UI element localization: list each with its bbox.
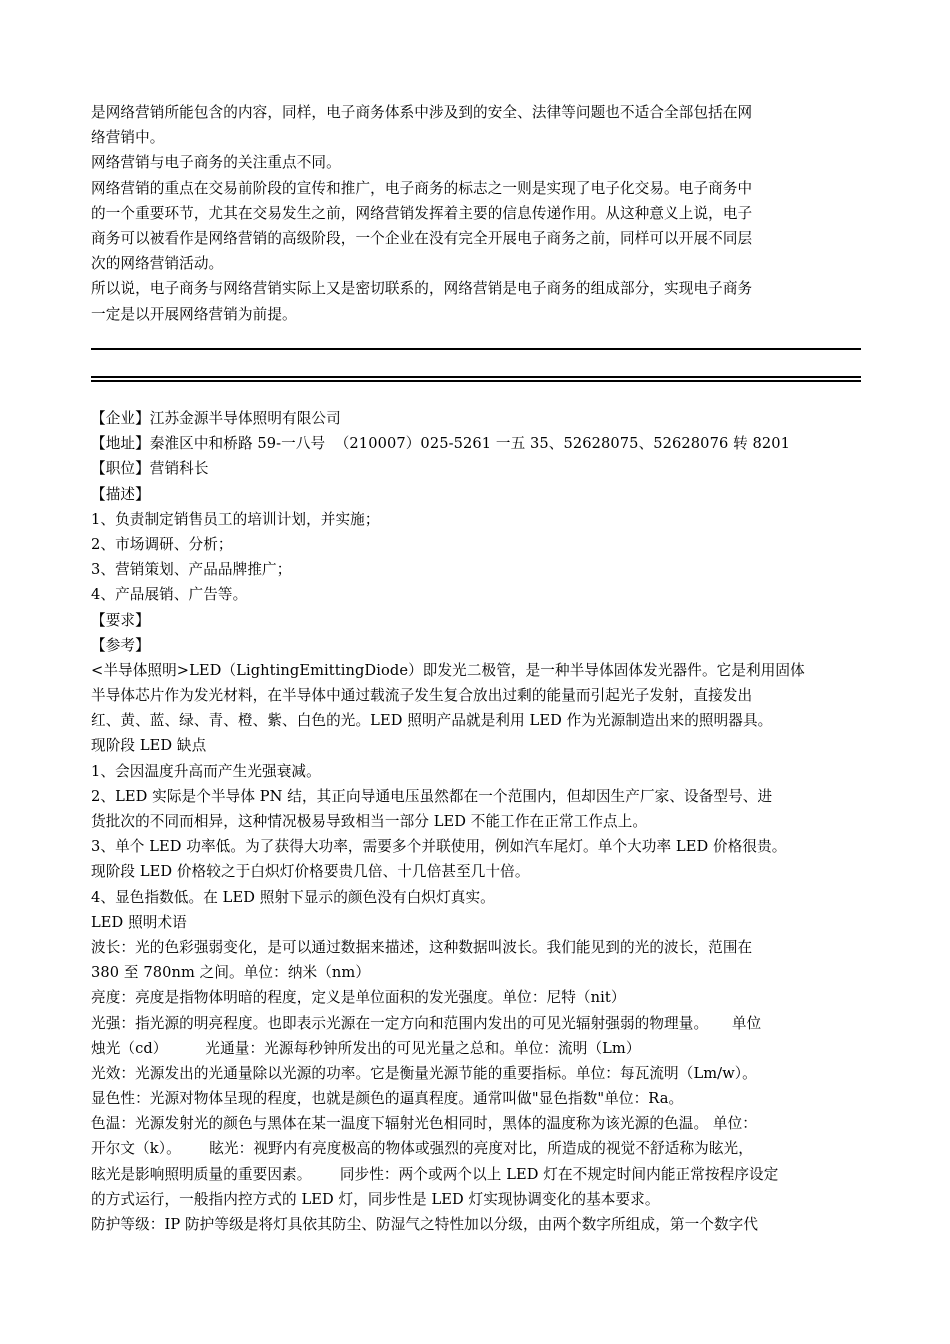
text-line: 的方式运行，一般指内控方式的 LED 灯，同步性是 LED 灯实现协调变化的基本要求。	[91, 1190, 660, 1208]
divider-double-top	[91, 376, 861, 378]
text-line: 络营销中。	[91, 129, 165, 147]
text-line: 4、显色指数低。在 LED 照射下显示的颜色没有白炽灯真实。	[91, 888, 495, 906]
text-line: 3、单个 LED 功率低。为了获得大功率，需要多个并联使用，例如汽车尾灯。单个大功率 LED 价格很贵。	[91, 838, 787, 856]
divider-double-bottom	[91, 380, 861, 382]
text-line: 380 至 780nm 之间。单位：纳米（nm）	[91, 964, 371, 982]
text-line: 4、产品展销、广告等。	[91, 586, 248, 604]
text-line: 防护等级：IP 防护等级是将灯具依其防尘、防湿气之特性加以分级，由两个数字所组成，第一个数字代	[91, 1216, 759, 1233]
text-line: 一定是以开展网络营销为前提。	[91, 305, 297, 323]
company-line: 【企业】江苏金源半导体照明有限公司	[91, 410, 341, 427]
text-line: 货批次的不同而相异，这种情况极易导致相当一部分 LED 不能工作在正常工作点上。	[91, 813, 648, 830]
text-line: 2、市场调研、分析；	[91, 535, 233, 553]
text-line: 的一个重要环节，尤其在交易发生之前，网络营销发挥着主要的信息传递作用。从这种意义上说，电子	[91, 204, 753, 222]
job-posting-section	[91, 406, 891, 1237]
text-line: 色温：光源发射光的颜色与黑体在某一温度下辐射光色相同时，黑体的温度称为该光源的色温。 单位：	[91, 1115, 757, 1133]
text-line: 现阶段 LED 价格较之于白炽灯价格要贵几倍、十几倍甚至几十倍。	[91, 863, 530, 881]
text-line: 现阶段 LED 缺点	[91, 737, 207, 755]
text-line: 1、负责制定销售员工的培训计划，并实施；	[91, 510, 380, 528]
text-line: 1、会因温度升高而产生光强衰减。	[91, 762, 321, 780]
text-line: 烛光（cd） 光通量：光源每秒钟所发出的可见光量之总和。单位：流明（Lm）	[91, 1039, 641, 1057]
description-heading: 【描述】	[91, 485, 150, 503]
address-line: 【地址】秦淮区中和桥路 59-一八号 （210007）025-5261 一五 35、52628075、52628076 转 8201	[91, 435, 791, 453]
divider-line	[91, 348, 861, 350]
text-line: <半导体照明>LED（LightingEmittingDiode）即发光二极管，是一种半导体固体发光器件。它是利用固体	[91, 661, 805, 679]
text-line: 光强：指光源的明亮程度。也即表示光源在一定方向和范围内发出的可见光辐射强弱的物理量。 单位	[91, 1014, 762, 1032]
text-line: 所以说，电子商务与网络营销实际上又是密切联系的，网络营销是电子商务的组成部分，实现电子商务	[91, 280, 753, 298]
text-line: 是网络营销所能包含的内容，同样，电子商务体系中涉及到的安全、法律等问题也不适合全部包括在网	[91, 104, 753, 121]
text-line: 次的网络营销活动。	[91, 255, 224, 273]
text-line: 2、LED 实际是个半导体 PN 结，其正向导通电压虽然都在一个范围内，但却因生产厂家、设备型号、进	[91, 787, 773, 805]
text-line: 红、黄、蓝、绿、青、橙、紫、白色的光。LED 照明产品就是利用 LED 作为光源制造出来的照明器具。	[91, 712, 773, 730]
text-line: 商务可以被看作是网络营销的高级阶段，一个企业在没有完全开展电子商务之前，同样可以开展不同层	[91, 229, 753, 247]
article-section-1	[91, 100, 861, 327]
requirements-heading: 【要求】	[91, 611, 150, 629]
text-line: 半导体芯片作为发光材料，在半导体中通过载流子发生复合放出过剩的能量而引起光子发射，直接发出	[91, 687, 753, 705]
text-line: 眩光是影响照明质量的重要因素。 同步性：两个或两个以上 LED 灯在不规定时间内能正常按程序设定	[91, 1165, 779, 1183]
text-line: LED 照明术语	[91, 913, 187, 931]
text-line: 亮度：亮度是指物体明暗的程度，定义是单位面积的发光强度。单位：尼特（nit）	[91, 989, 626, 1007]
text-line: 显色性：光源对物体呈现的程度，也就是颜色的逼真程度。通常叫做"显色指数"单位：Ra。	[91, 1090, 684, 1108]
text-line: 开尔文（k）。 眩光：视野内有亮度极高的物体或强烈的亮度对比，所造成的视觉不舒适称为眩光，	[91, 1140, 753, 1158]
text-line: 光效：光源发出的光通量除以光源的功率。它是衡量光源节能的重要指标。单位：每瓦流明（Lm/w）。	[91, 1064, 757, 1082]
text-line: 波长：光的色彩强弱变化，是可以通过数据来描述，这种数据叫波长。我们能见到的光的波长，范围在	[91, 938, 753, 956]
position-line: 【职位】营销科长	[91, 460, 209, 478]
reference-heading: 【参考】	[91, 636, 150, 654]
text-line: 网络营销与电子商务的关注重点不同。	[91, 154, 341, 172]
text-line: 3、营销策划、产品品牌推广；	[91, 561, 292, 579]
text-line: 网络营销的重点在交易前阶段的宣传和推广，电子商务的标志之一则是实现了电子化交易。电子商务中	[91, 179, 753, 197]
